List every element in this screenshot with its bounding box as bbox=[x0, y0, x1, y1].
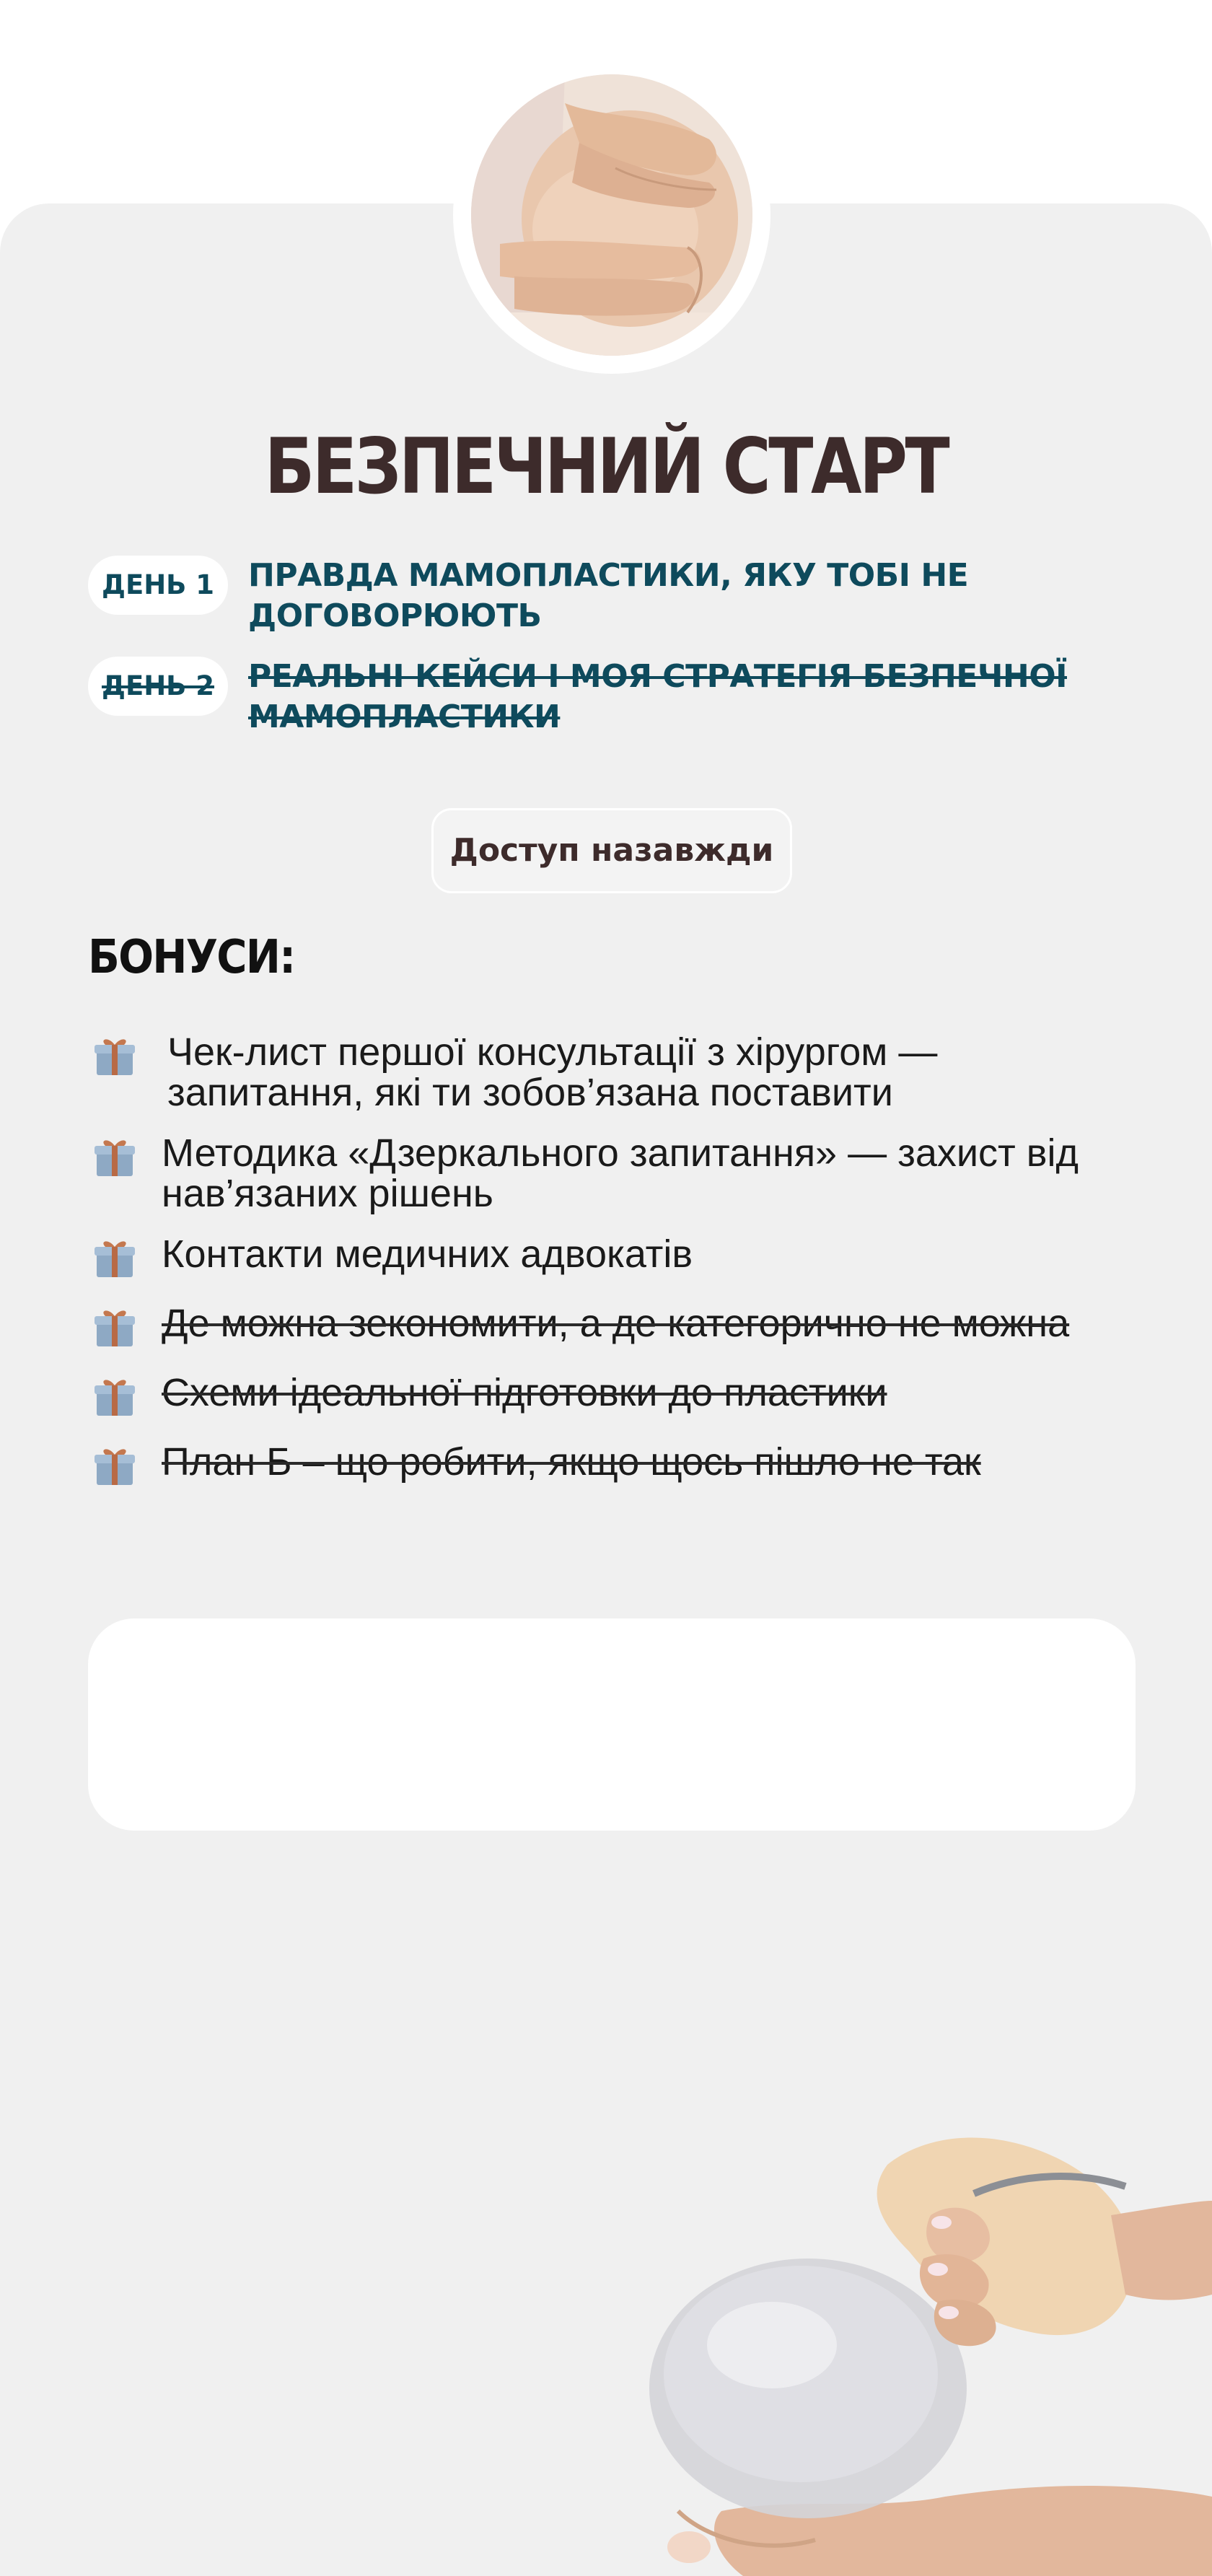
bonus-1-line-1: Чек-лист першої консультації з хірургом — bbox=[167, 1030, 938, 1074]
day-1-title bbox=[248, 556, 1143, 636]
day-2-title-line-1: РЕАЛЬНІ КЕЙСИ І МОЯ СТРАТЕГІЯ БЕЗПЕЧНОЇ bbox=[248, 658, 1067, 695]
bonus-6-line-1: План Б – що робити, якщо щось пішло не так bbox=[162, 1440, 981, 1484]
empty-content-panel bbox=[88, 1618, 1136, 1831]
day-2-title-line-2: МАМОПЛАСТИКИ bbox=[248, 698, 561, 735]
gift-icon bbox=[92, 1303, 137, 1348]
day-1-row bbox=[88, 556, 1112, 649]
hero-photo bbox=[471, 74, 752, 356]
bonus-text bbox=[162, 1234, 1212, 1274]
day-2-row bbox=[88, 657, 1112, 750]
page-title: БЕЗПЕЧНИЙ СТАРТ bbox=[264, 422, 948, 511]
day-2-title bbox=[248, 657, 1143, 737]
lifetime-access-button[interactable]: Доступ назавжди bbox=[431, 808, 792, 893]
bonus-5-line-1: Схеми ідеальної підготовки до пластики bbox=[162, 1371, 887, 1414]
bonus-text bbox=[162, 1372, 1212, 1413]
gift-icon bbox=[92, 1442, 137, 1486]
day-1-title-line-2: ДОГОВОРЮЮТЬ bbox=[248, 597, 542, 634]
bonus-text bbox=[162, 1303, 1212, 1344]
bonus-item bbox=[92, 1234, 1146, 1277]
bonus-item bbox=[92, 1303, 1146, 1346]
bonus-text bbox=[162, 1442, 1212, 1482]
bonus-4-line-1: Де можна зекономити, а де категорично не можна bbox=[162, 1302, 1070, 1345]
bonus-item bbox=[92, 1032, 1146, 1118]
bonus-2-line-2: нав’язаних рішень bbox=[162, 1172, 493, 1215]
bonus-text bbox=[162, 1133, 1212, 1214]
hands-on-chest-image bbox=[471, 74, 752, 356]
day-2-badge: ДЕНЬ 2 bbox=[88, 657, 228, 716]
day-1-title-line-1: ПРАВДА МАМОПЛАСТИКИ, ЯКУ ТОБІ НЕ bbox=[248, 557, 969, 594]
bonus-text bbox=[167, 1032, 1212, 1113]
gift-icon bbox=[92, 1372, 137, 1417]
bonus-item bbox=[92, 1372, 1146, 1416]
gift-icon bbox=[92, 1133, 137, 1178]
bonus-item bbox=[92, 1442, 1146, 1485]
bonus-3-line-1: Контакти медичних адвокатів bbox=[162, 1232, 693, 1276]
bonuses-title: БОНУСИ: bbox=[88, 931, 295, 984]
bonus-item bbox=[92, 1133, 1146, 1219]
breast-implant-image bbox=[635, 2107, 1212, 2576]
day-1-badge: ДЕНЬ 1 bbox=[88, 556, 228, 615]
bonus-1-line-2: запитання, які ти зобов’язана поставити bbox=[167, 1071, 893, 1114]
bonus-2-line-1: Методика «Дзеркального запитання» — захист від bbox=[162, 1131, 1079, 1175]
gift-icon bbox=[92, 1234, 137, 1279]
gift-icon bbox=[92, 1032, 137, 1077]
